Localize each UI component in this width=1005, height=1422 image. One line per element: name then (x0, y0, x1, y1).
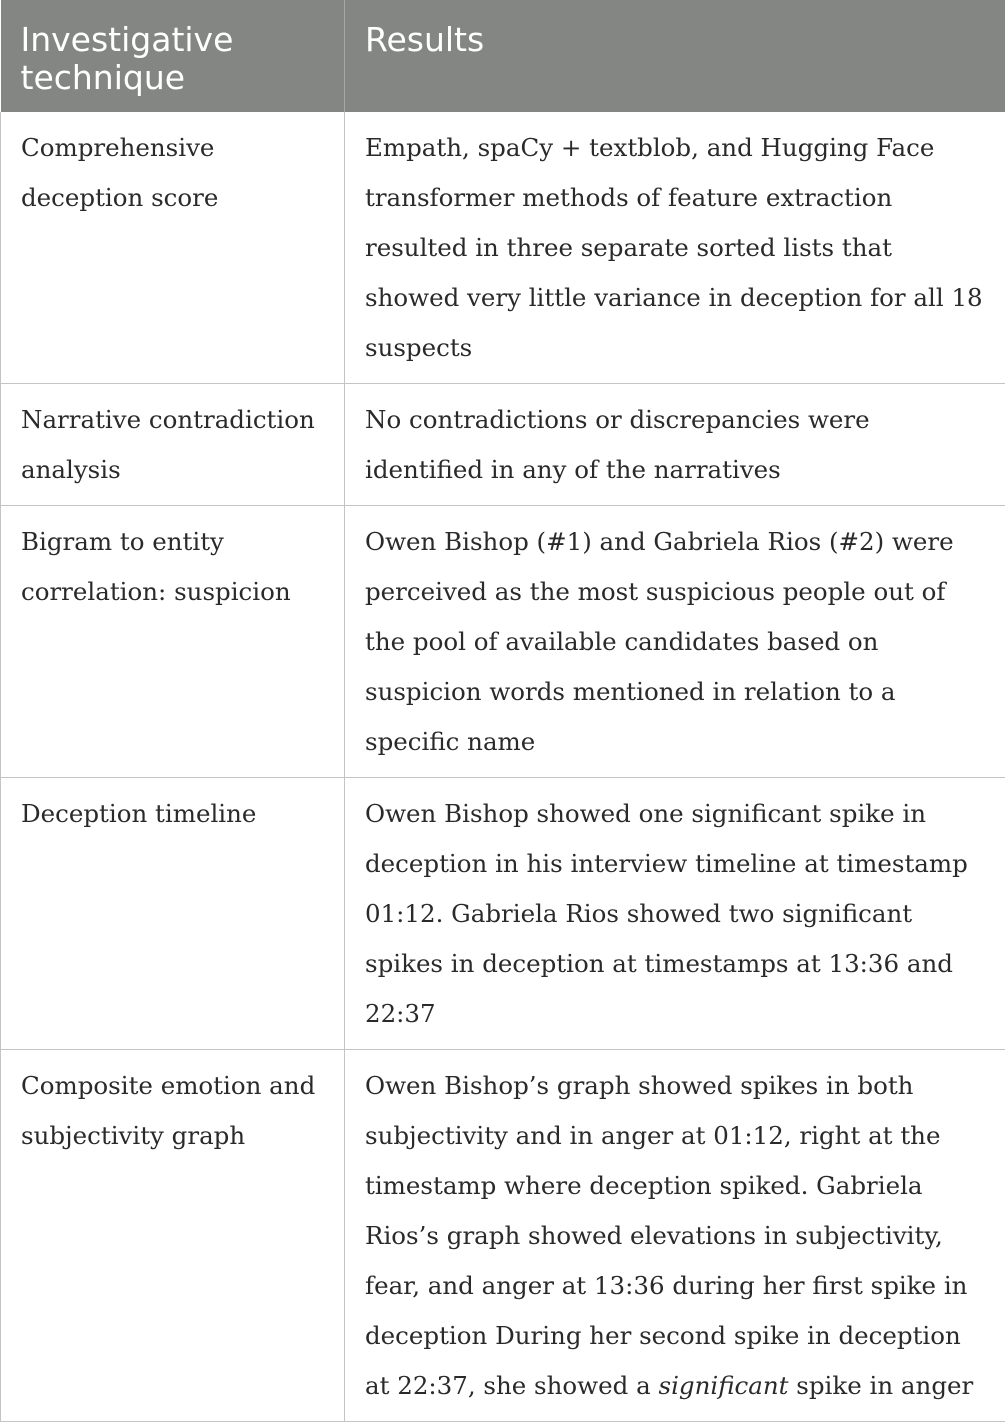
results-cell (345, 1050, 1005, 1422)
results-text: spike in anger (789, 1371, 974, 1400)
results-text: Owen Bishop’s graph showed spikes in both subjectivity and in anger at 01:12, right at the timestamp where deception spiked. Gabriela Rios’s graph showed elevations in subjectivity, fear, and anger at 13:36 during her first spike in deception During her second spike in deception at 22:37, she showed a (365, 1071, 967, 1400)
table-header-row (1, 0, 1005, 112)
technique-cell: Deception timeline (1, 778, 345, 1050)
header-technique: Investigative technique (1, 0, 345, 112)
table-row (1, 778, 1005, 1050)
results-cell: Owen Bishop (#1) and Gabriela Rios (#2) were perceived as the most suspicious people out of the pool of available candidates based on suspicion words mentioned in relation to a specific name (345, 506, 1005, 778)
header-results: Results (345, 0, 1005, 112)
results-cell: Owen Bishop showed one significant spike in deception in his interview timeline at timestamp 01:12. Gabriela Rios showed two significant spikes in deception at timestamps at 13:36 and 22:37 (345, 778, 1005, 1050)
table-row (1, 506, 1005, 778)
technique-cell: Comprehensive deception score (1, 112, 345, 384)
table-row (1, 112, 1005, 384)
table-row (1, 1050, 1005, 1422)
table-row (1, 384, 1005, 506)
technique-cell: Bigram to entity correlation: suspicion (1, 506, 345, 778)
results-cell: No contradictions or discrepancies were identified in any of the narratives (345, 384, 1005, 506)
technique-cell: Narrative contradiction analysis (1, 384, 345, 506)
results-cell: Empath, spaCy + textblob, and Hugging Face transformer methods of feature extraction resulted in three separate sorted lists that showed very little variance in deception for all 18 suspects (345, 112, 1005, 384)
results-emphasis: significant (659, 1371, 789, 1400)
technique-cell: Composite emotion and subjectivity graph (1, 1050, 345, 1422)
